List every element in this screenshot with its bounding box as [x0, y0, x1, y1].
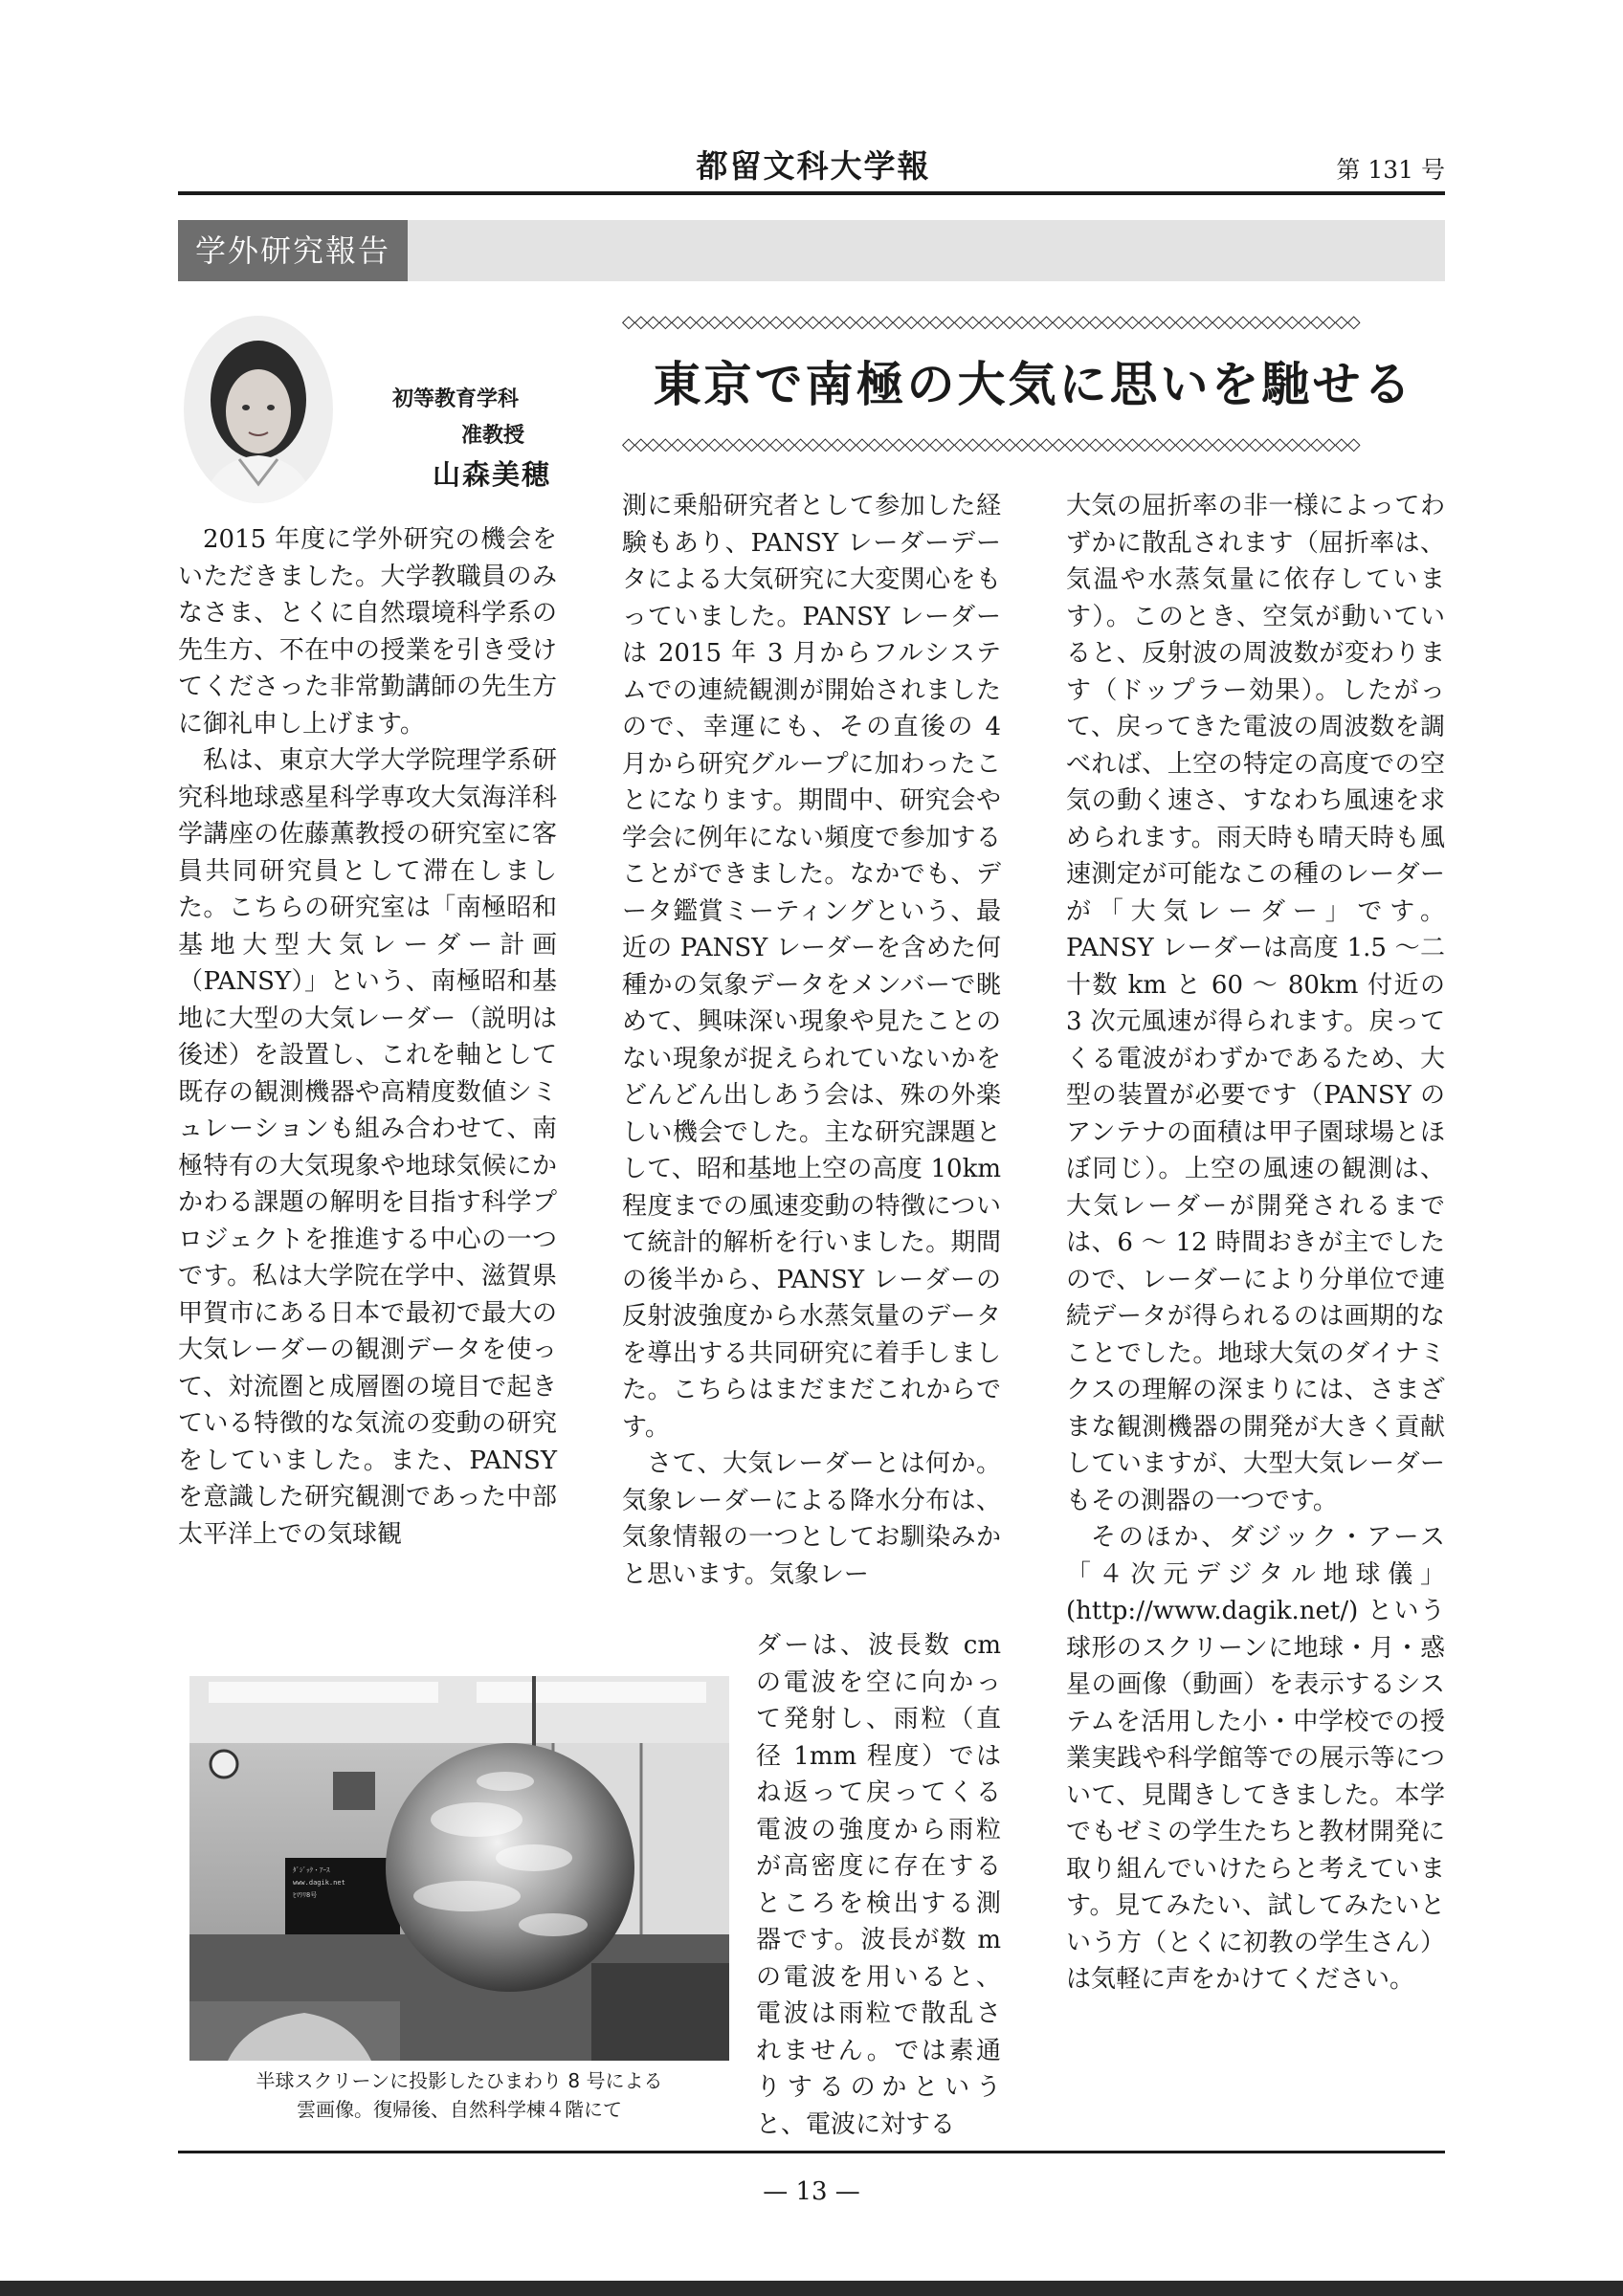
issue-number: 第 131 号 [1336, 156, 1445, 184]
paragraph: 私は、東京大学大学院理学系研究科地球惑星科学専攻大気海洋科学講座の佐藤薫教授の研究室に客員共同研究員として滞在しました。こちらの研究室は「南極昭和基地大型大気レーダー計画（PANSY）」という、南極昭和基地に大型の大気レーダー（説明は後述）を設置し、これを軸として既存の観測機器や高精度数値シミュレーションも組み合わせて、南極特有の大気現象や地球気候にかかわる課題の解明を目指す科学プロジェクトを推進する中心の一つです。私は大学院在学中、滋賀県甲賀市にある日本で最初で最大の大気レーダーの観測データを使って、対流圏と成層圏の境目で起きている特徴的な気流の変動の研究をしていました。また、PANSY を意識した研究観測であった中部太平洋上での気球観 [178, 746, 557, 1549]
body-column-2 [622, 488, 1001, 1593]
svg-text:www.dagik.net: www.dagik.net [293, 1879, 345, 1887]
title-border-top: ◇◇◇◇◇◇◇◇◇◇◇◇◇◇◇◇◇◇◇◇◇◇◇◇◇◇◇◇◇◇◇◇◇◇◇◇◇◇◇◇◇◇◇◇◇◇◇◇◇◇◇◇◇◇◇◇◇◇◇◇ [622, 312, 1360, 332]
author-name: 山森美穂 [433, 458, 552, 491]
body-column-1 [178, 521, 557, 1553]
body-column-2-wrap [756, 1627, 1001, 2143]
paragraph: 2015 年度に学外研究の機会をいただきました。大学教職員のみなさま、とくに自然環境科学系の先生方、不在中の授業を引き受けてくださった非常勤講師の先生方に御礼申し上げます。 [178, 525, 557, 739]
paragraph: ダーは、波長数 cm の電波を空に向かって発射し、雨粒（直径 1mm 程度）では ね返って戻ってくる電波の強度から雨粒が高密度に存在するところを検出する測器です。波長が数 m の電波を用いると、電波は雨粒で散乱されません。では素通りするのかというと、電波に対する [756, 1631, 1001, 2139]
globe-photo [189, 1676, 729, 2061]
photo-caption [189, 2066, 729, 2124]
author-portrait [184, 316, 333, 503]
body-column-3 [1066, 488, 1445, 1998]
author-department: 初等教育学科 [392, 387, 520, 411]
author-position: 准教授 [461, 424, 525, 448]
paragraph: さて、大気レーダーとは何か。気象レーダーによる降水分布は、気象情報の一つとしてお馴染みかと思います。気象レー [622, 1449, 1001, 1589]
caption-line: 半球スクリーンに投影したひまわり 8 号による [256, 2069, 663, 2092]
footer-rule [178, 2151, 1445, 2153]
scan-edge [0, 2281, 1623, 2296]
paragraph: そのほか、ダジック・アース「４次元デジタル地球儀」(http://www.dagik.net/) という球形のスクリーンに地球・月・惑星の画像（動画）を表示するシステムを活用した小・中学校での授業実践や科学館等での展示等について、見聞きしてきました。本学でもゼミの学生たちと教材開発に取り組んでいけたらと考えています。見てみたい、試してみたいという方（とくに初教の学生さん）は気軽に声をかけてください。 [1066, 1523, 1445, 1994]
header-rule [178, 191, 1445, 195]
paragraph: 測に乗船研究者として参加した経験もあり、PANSY レーダーデータによる大気研究に大変関心をもっていました。PANSY レーダーは 2015 年 3 月からフルシステムでの連続観測が開始されましたので、幸運にも、その直後の 4 月から研究グループに加わったことになります。期間中、研究会や学会に例年にない頻度で参加することができました。なかでも、データ鑑賞ミーティングという、最近の PANSY レーダーを含めた何種かの気象データをメンバーで眺めて、興味深い現象や見たことのない現象が捉えられていないかをどんどん出しあう会は、殊の外楽しい機会でした。主な研究課題として、昭和基地上空の高度 10km 程度までの風速変動の特徴について統計的解析を行いました。期間の後半から、PANSY レーダーの反射波強度から水蒸気量のデータを導出する共同研究に着手しました。こちらはまだまだこれからです。 [622, 492, 1001, 1442]
article-title: 東京で南極の大気に思いを馳せる [653, 357, 1414, 412]
section-label: 学外研究報告 [178, 220, 408, 281]
page-number: — 13 — [763, 2177, 860, 2206]
paragraph: 大気の屈折率の非一様によってわずかに散乱されます（屈折率は、気温や水蒸気量に依存しています）。このとき、空気が動いていると、反射波の周波数が変わります（ドップラー効果）。したがって、戻ってきた電波の周波数を調べれば、上空の特定の高度での空気の動く速さ、すなわち風速を求められます。雨天時も晴天時も風速測定が可能なこの種のレーダーが「大気レーダー」です。PANSY レーダーは高度 1.5 ～二十数 km と 60 ～ 80km 付近の 3 次元風速が得られます。戻ってくる電波がわずかであるため、大型の装置が必要です（PANSY のアンテナの面積は甲子園球場とほぼ同じ）。上空の風速の観測は、大気レーダーが開発されるまでは、6 ～ 12 時間おきが主でしたので、レーダーにより分単位で連続データが得られるのは画期的なことでした。地球大気のダイナミクスの理解の深まりには、さまざまな観測機器の開発が大きく貢献していますが、大型大気レーダーもその測器の一つです。 [1066, 492, 1445, 1515]
svg-text:ﾀﾞｼﾞｯｸ・ｱｰｽ: ﾀﾞｼﾞｯｸ・ｱｰｽ [293, 1866, 330, 1874]
svg-text:ﾋﾏﾜﾘ8号: ﾋﾏﾜﾘ8号 [293, 1891, 318, 1899]
title-border-bottom: ◇◇◇◇◇◇◇◇◇◇◇◇◇◇◇◇◇◇◇◇◇◇◇◇◇◇◇◇◇◇◇◇◇◇◇◇◇◇◇◇◇◇◇◇◇◇◇◇◇◇◇◇◇◇◇◇◇◇◇◇ [622, 434, 1360, 454]
newsletter-title: 都留文科大学報 [696, 147, 931, 185]
caption-line: 雲画像。復帰後、自然科学棟４階にて [297, 2098, 622, 2121]
